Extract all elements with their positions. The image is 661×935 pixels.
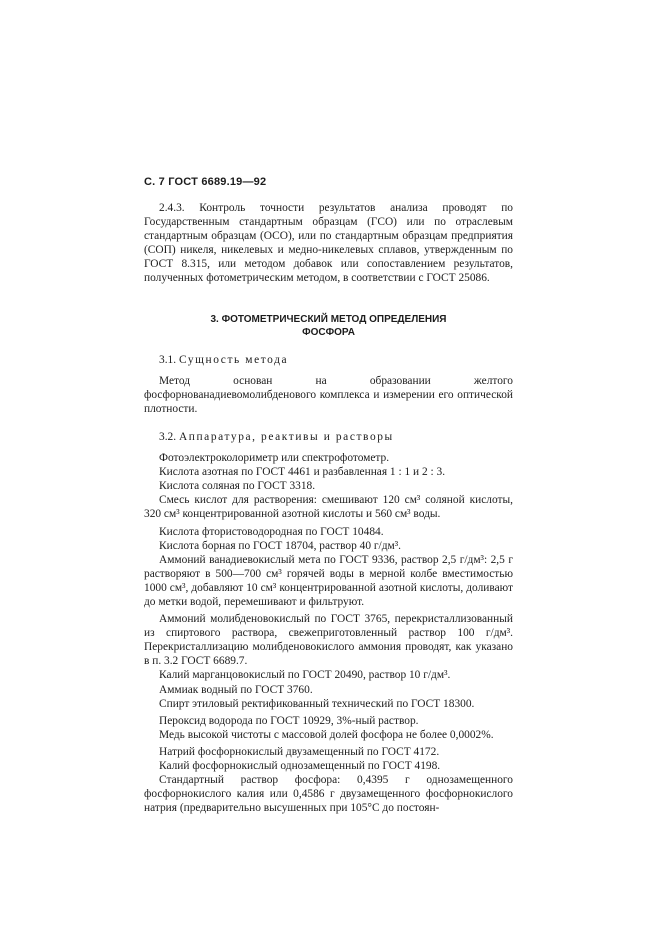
- list-item: Аммиак водный по ГОСТ 3760.: [159, 683, 313, 696]
- page-header: С. 7 ГОСТ 6689.19—92: [144, 176, 267, 188]
- list-item: Калий фосфорнокислый однозамещенный по ГОСТ 4198.: [159, 760, 441, 772]
- document-body: [144, 201, 513, 815]
- subsection-3-1-number: 3.1.: [159, 353, 177, 366]
- list-item: Спирт этиловый ректификованный технический по ГОСТ 18300.: [159, 697, 475, 710]
- list-item: Калий марганцовокислый по ГОСТ 20490, раствор 10 г/дм³.: [159, 669, 451, 682]
- section-3-heading-line2: ФОСФОРА: [302, 326, 355, 338]
- list-item: Аммоний молибденовокислый по ГОСТ 3765, перекристаллизованный из спиртового раствора, свежеприготовленный раствор 100 г/дм³. Перекристаллизацию молибденовокислого аммония проводят, как указано в п. 3.2 ГОСТ 6689.7.: [144, 613, 513, 668]
- subsection-3-2-label: Аппаратура, реактивы и растворы: [178, 430, 394, 443]
- list-item: Кислота борная по ГОСТ 18704, раствор 40 г/дм³.: [159, 539, 401, 552]
- list-item: Пероксид водорода по ГОСТ 10929, 3%-ный раствор.: [159, 714, 419, 727]
- subsection-3-1-label: Сущность метода: [178, 353, 289, 366]
- subsection-3-2-number: 3.2.: [159, 430, 177, 443]
- list-item: Фотоэлектроколориметр или спектрофотометр.: [159, 452, 390, 465]
- list-item: Кислота азотная по ГОСТ 4461 и разбавленная 1 : 1 и 2 : 3.: [159, 466, 446, 479]
- paragraph-2-4-3: 2.4.3. Контроль точности результатов анализа проводят по Государственным стандартным образцам (ГСО) или по отраслевым стандартным образцам (ОСО), или по стандартным образцам предприятия (СОП) никеля, никелевых и медно-никелевых сплавов, утвержденным по ГОСТ 8.315, или методом добавок или сопоставлением результатов, полученных фотометрическим методом, в соответствии с ГОСТ 25086.: [144, 202, 513, 285]
- section-3-heading-line1: 3. ФОТОМЕТРИЧЕСКИЙ МЕТОД ОПРЕДЕЛЕНИЯ: [210, 313, 447, 325]
- list-item: Стандартный раствор фосфора: 0,4395 г однозамещенного фосфорнокислого калия или 0,4586 г двузамещенного фосфорнокислого натрия (предварительно высушенных при 105°С до постоян-: [144, 774, 513, 815]
- subsection-3-2-title: [144, 430, 513, 444]
- subsection-3-1-title: [144, 353, 513, 367]
- list-item: Кислота соляная по ГОСТ 3318.: [159, 480, 316, 493]
- section-3-heading: [144, 313, 513, 339]
- list-item: Медь высокой чистоты с массовой долей фосфора не более 0,0002%.: [159, 728, 494, 741]
- list-item: Кислота фтористоводородная по ГОСТ 10484.: [159, 525, 384, 538]
- list-item: Натрий фосфорнокислый двузамещенный по ГОСТ 4172.: [159, 745, 440, 758]
- list-item: Аммоний ванадиевокислый мета по ГОСТ 9336, раствор 2,5 г/дм³: 2,5 г растворяют в 500—700 см³ горячей воды в мерной колбе вместимостью 1000 см³, добавляют 10 см³ концентрированной азотной кислоты, доливают до метки водой, перемешивают и фильтруют.: [144, 553, 513, 608]
- list-item: Смесь кислот для растворения: смешивают 120 см³ соляной кислоты, 320 см³ концентрированной азотной кислоты и 560 см³ воды.: [144, 494, 513, 521]
- paragraph-3-1: Метод основан на образовании желтого фосфорнованадиевомолибденового комплекса и измерении его оптической плотности.: [144, 374, 513, 415]
